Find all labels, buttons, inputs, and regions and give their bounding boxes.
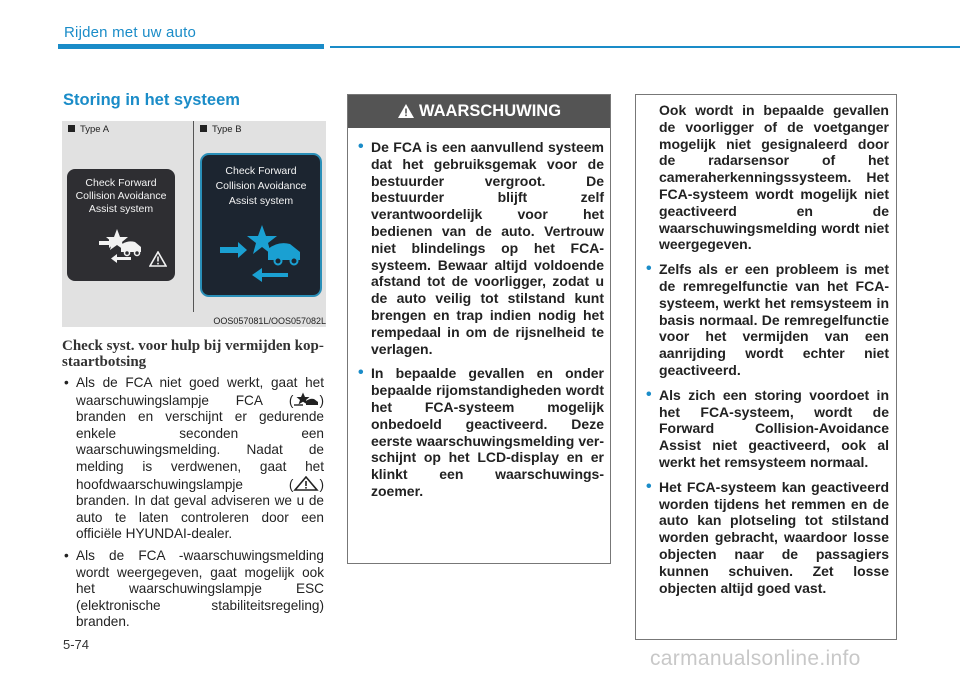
list-item: • Het FCA-systeem kan geactiveerd worden tijdens het remmen en de auto kan plotseling tot stilstand worden gebracht, waardoor losse objecten naar de passagiers kunnen schuiven. Zet losse objecten altijd goed vast.	[646, 479, 889, 597]
list-item	[62, 375, 324, 543]
screen-b-line-3: Assist system	[228, 195, 294, 207]
bullet-text-part-3: ) branden. In dat geval adviseren we u de auto te laten controleren door een officiële HYUNDAI-dealer.	[76, 476, 324, 542]
type-b-text: Type B	[212, 124, 242, 135]
warning-title: WAARSCHUWING	[418, 102, 562, 120]
square-bullet-icon	[200, 125, 207, 132]
list-item: • Als de FCA -waarschuwingsmelding wordt weergegeven, gaat mogelijk ook het waarschuwingslampje ESC (elektronische stabiliteitsregeling) branden.	[62, 548, 324, 631]
warning-triangle-icon	[397, 103, 415, 119]
square-bullet-icon	[68, 125, 75, 132]
figure-divider	[193, 121, 194, 312]
list-item: • Als zich een storing voordoet in het FCA-systeem, wordt de Forward Collision-Avoidance Assist niet geactiveerd, ook al werkt het remsysteem normaal.	[646, 387, 889, 471]
warning-continuation-box	[635, 94, 897, 640]
screen-a-line-3: Assist system	[88, 203, 154, 215]
type-a-label	[68, 124, 109, 135]
screen-b-line-2: Collision Avoidance	[215, 180, 307, 192]
list-item: • In bepaalde gevallen en onder bepaalde rijomstandigheden wordt het FCA-systeem mogelijk onbedoeld geactiveerd. Deze eerste waarschuwingsmelding ver- schijnt op het LCD-display en er klinkt een waarschuwings- zoemer.	[358, 365, 604, 499]
list-item: • Zelfs als er een probleem is met de remregelfunctie van het FCA-systeem, werkt het remsysteem in basis normaal. De remregelfunctie voor het vermijden van een aanrijding wordt echter niet geactiveerd.	[646, 261, 889, 379]
master-warning-lamp-icon	[293, 476, 319, 491]
type-b-label	[200, 124, 242, 135]
subheading: Check syst. voor hulp bij vermijden kop-staartbotsing	[62, 338, 324, 370]
warning-triangle-icon	[149, 251, 167, 267]
header-title: Rijden met uw auto	[64, 24, 197, 41]
section-title: Storing in het systeem	[63, 91, 240, 109]
figure-caption: OOS057081L/OOS057082L	[213, 316, 326, 326]
warning-box	[347, 94, 611, 564]
watermark: carmanualsonline.info	[650, 647, 861, 670]
header-bar-thin	[330, 46, 960, 48]
cluster-screen-type-b	[200, 153, 322, 297]
warning-header	[348, 95, 610, 128]
type-a-text: Type A	[80, 124, 110, 135]
screen-b-line-1: Check Forward	[225, 165, 297, 177]
left-bullet-list	[62, 375, 324, 636]
fca-collision-icon	[97, 227, 147, 263]
page-number: 5-74	[63, 637, 90, 652]
screen-a-line-2: Collision Avoidance	[75, 190, 167, 202]
fca-collision-icon	[216, 223, 308, 285]
bullet-text-part-2: ) branden en verschijnt er gedurende enkele seconden een waarschuwingsmelding. Nadat de melding is verdwenen, gaat het hoofdwaarschuwingslampje (	[76, 392, 324, 492]
figure	[62, 121, 326, 327]
list-item: • De FCA is een aanvullend systeem dat het gebruiksgemak voor de bestuurder vergroot. De bestuurder blijft zelf verantwoordelijk voor het bedienen van de auto. Vertrouw niet blindelings op het FCA-systeem. Bewaar altijd voldoende afstand tot de voorligger, zodat u de auto veilig tot stilstand kunt brengen en trap indien nodig het rempedaal in om de rijsnelheid te verlagen.	[358, 139, 604, 357]
continuation-list	[646, 102, 889, 604]
cluster-screen-type-a	[67, 169, 175, 281]
bullet-text-part-1: Als de FCA niet goed werkt, gaat het waarschuwingslampje FCA (	[76, 375, 324, 408]
fca-warning-lamp-icon	[293, 392, 319, 407]
continuation-paragraph: Ook wordt in bepaalde gevallen de voorligger of de voetganger mogelijk niet gesignaleerd door de radarsensor of het cameraherkenningssysteem. Het FCA-systeem wordt mogelijk niet geactiveerd en de waarschuwingsmelding wordt niet weergegeven.	[659, 102, 889, 253]
warning-list	[358, 139, 604, 508]
header-bar-thick	[58, 44, 324, 49]
screen-a-line-1: Check Forward	[85, 177, 157, 189]
